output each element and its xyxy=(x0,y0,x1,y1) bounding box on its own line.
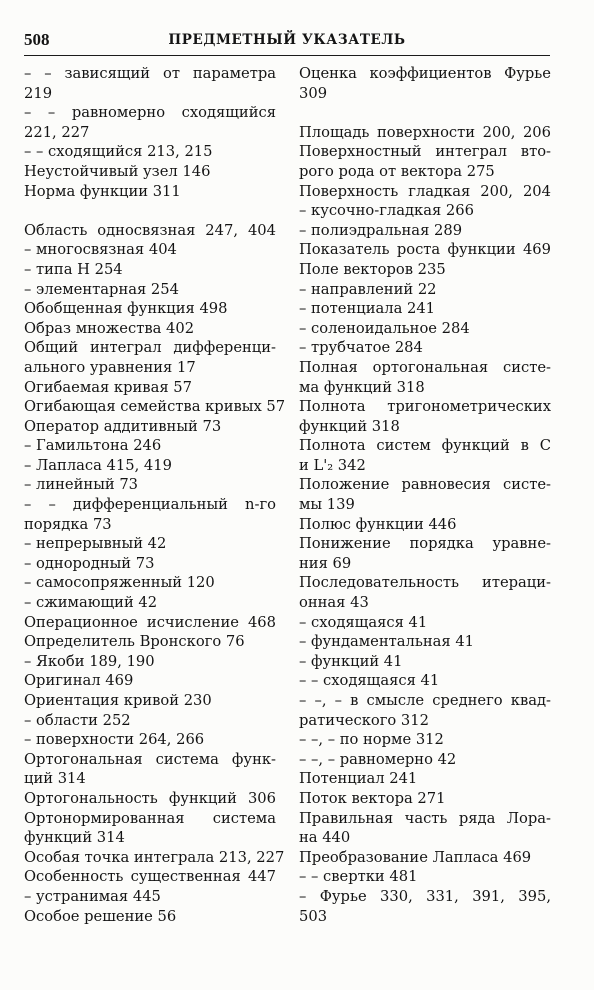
index-entry-line: Определитель Вронского 76 xyxy=(24,633,245,651)
index-entry-line: Потенциал 241 xyxy=(299,770,418,788)
index-entry-line: – типа H 254 xyxy=(24,260,123,278)
index-entry-line: – Гамильтона 246 xyxy=(24,437,162,455)
index-entry-line: – –, – в смысле среднего квад- xyxy=(299,692,551,709)
index-entry-line: ния 69 xyxy=(299,554,352,572)
index-entry-line: – Фурье 330, 331, 391, 395, xyxy=(299,887,551,905)
index-entry-line: Особенность существенная 447 xyxy=(24,868,276,886)
index-entry-line: – непрерывный 42 xyxy=(24,535,167,553)
index-entry-line: ма функций 318 xyxy=(299,378,425,396)
index-entry-line: рого рода от вектора 275 xyxy=(299,162,495,180)
index-entry-line: ратического 312 xyxy=(299,711,429,729)
index-entry-line: – соленоидальное 284 xyxy=(299,319,470,337)
page-number: 508 xyxy=(24,30,50,49)
index-entry-line: на 440 xyxy=(299,829,351,847)
index-column-left xyxy=(24,64,286,926)
index-entry-line: Ориентация кривой 230 xyxy=(24,692,212,709)
index-entry-line: – линейный 73 xyxy=(24,476,139,494)
index-entry-line: Обобщенная функция 498 xyxy=(24,300,228,318)
index-entry-line: Поток вектора 271 xyxy=(299,789,446,807)
header-rule xyxy=(24,55,550,56)
index-entry-line: Ортогональная система функ- xyxy=(24,750,276,768)
index-entry-line: – – равномерно сходящийся xyxy=(24,104,276,122)
index-entry-line: Ортонормированная система xyxy=(24,809,276,827)
index-entry-line: Поверхностный интеграл вто- xyxy=(299,143,551,161)
index-entry-line: онная 43 xyxy=(299,594,369,612)
index-entry-line: – – зависящий от параметра xyxy=(24,65,276,82)
index-entry-line: – элементарная 254 xyxy=(24,280,179,298)
index-entry-line: ций 314 xyxy=(24,770,86,788)
index-entry-line: – фундаментальная 41 xyxy=(299,633,475,651)
index-entry-line: Полнота тригонометрических xyxy=(299,398,551,416)
index-entry-line: – – свертки 481 xyxy=(299,868,418,886)
index-entry-line: Операционное исчисление 468 xyxy=(24,613,276,631)
index-entry-line: – Якоби 189, 190 xyxy=(24,652,155,670)
index-entry-line: – – дифференциальный n-го xyxy=(24,496,276,514)
index-entry-line: – направлений 22 xyxy=(299,280,437,298)
index-entry-line: Полная ортогональная систе- xyxy=(299,358,551,376)
index-entry-line: 309 xyxy=(299,84,328,102)
index-entry-line: порядка 73 xyxy=(24,515,112,533)
index-entry-line: Область односвязная 247, 404 xyxy=(24,221,276,239)
index-entry-line: и L'₂ 342 xyxy=(299,456,366,474)
index-entry-line: Положение равновесия систе- xyxy=(299,476,551,494)
index-entry-line: – – сходящаяся 41 xyxy=(299,672,440,690)
index-entry-line: 503 xyxy=(299,907,328,925)
index-entry-line: Огибаемая кривая 57 xyxy=(24,378,192,396)
index-entry-line: – полиэдральная 289 xyxy=(299,221,463,239)
index-entry-line: Правильная часть ряда Лора- xyxy=(299,809,551,827)
index-entry-line: Понижение порядка уравне- xyxy=(299,535,551,553)
index-entry-line: Норма функции 311 xyxy=(24,182,181,200)
index-entry-line: – потенциала 241 xyxy=(299,300,436,318)
index-entry-line: функций 314 xyxy=(24,829,125,847)
index-entry-line: Оператор аддитивный 73 xyxy=(24,417,222,435)
index-entry-line: Образ множества 402 xyxy=(24,319,195,337)
index-entry-line: Поверхность гладкая 200, 204 xyxy=(299,182,551,200)
index-entry-line: мы 139 xyxy=(299,496,355,514)
index-entry-line: 219 xyxy=(24,84,53,102)
index-entry-line: Полюс функции 446 xyxy=(299,515,457,533)
index-entry-line: Поле векторов 235 xyxy=(299,260,446,278)
index-entry-line: – – сходящийся 213, 215 xyxy=(24,143,213,161)
index-entry-line: – сжимающий 42 xyxy=(24,594,158,612)
index-entry-line: – Лапласа 415, 419 xyxy=(24,456,172,474)
index-entry-line: – области 252 xyxy=(24,711,131,729)
index-entry-line: – –, – равномерно 42 xyxy=(299,750,457,768)
index-entry-line: – кусочно-гладкая 266 xyxy=(299,202,474,220)
index-entry-line: Огибающая семейства кривых 57 xyxy=(24,398,286,416)
index-entry-line: – однородный 73 xyxy=(24,554,155,572)
index-entry-line: Оригинал 469 xyxy=(24,672,134,690)
index-entry-line: Преобразование Лапласа 469 xyxy=(299,848,532,866)
page-header xyxy=(24,30,550,54)
index-entry-line: Неустойчивый узел 146 xyxy=(24,162,211,180)
index-entry-line: – многосвязная 404 xyxy=(24,241,177,259)
index-column-right xyxy=(299,64,551,926)
index-entry-line: – функций 41 xyxy=(299,652,403,670)
index-entry-line: 221, 227 xyxy=(24,123,90,141)
index-entry-line: – –, – по норме 312 xyxy=(299,731,444,749)
index-entry-line: – трубчатое 284 xyxy=(299,339,423,357)
index-entry-line: Оценка коэффициентов Фурье xyxy=(299,65,551,82)
index-entry-line: – самосопряженный 120 xyxy=(24,574,215,592)
index-entry-line: – устранимая 445 xyxy=(24,887,161,905)
index-entry-line: Ортогональность функций 306 xyxy=(24,789,276,807)
index-entry-line: – поверхности 264, 266 xyxy=(24,731,205,749)
index-entry-line: Площадь поверхности 200, 206 xyxy=(299,123,551,141)
blank-line xyxy=(24,201,276,221)
index-entry-line: Особое решение 56 xyxy=(24,907,177,925)
index-entry-line: функций 318 xyxy=(299,417,400,435)
index-entry-line: Особая точка интеграла 213, 227 xyxy=(24,848,285,866)
index-entry-line: Полнота систем функций в C xyxy=(299,437,551,455)
index-entry-line: Последовательность итераци- xyxy=(299,574,551,592)
running-title: ПРЕДМЕТНЫЙ УКАЗАТЕЛЬ xyxy=(168,32,406,48)
index-entry-line: Показатель роста функции 469 xyxy=(299,241,551,259)
index-entry-line: ального уравнения 17 xyxy=(24,358,196,376)
index-entry-line: – сходящаяся 41 xyxy=(299,613,428,631)
blank-line xyxy=(299,103,551,123)
index-entry-line: Общий интеграл дифференци- xyxy=(24,339,276,357)
